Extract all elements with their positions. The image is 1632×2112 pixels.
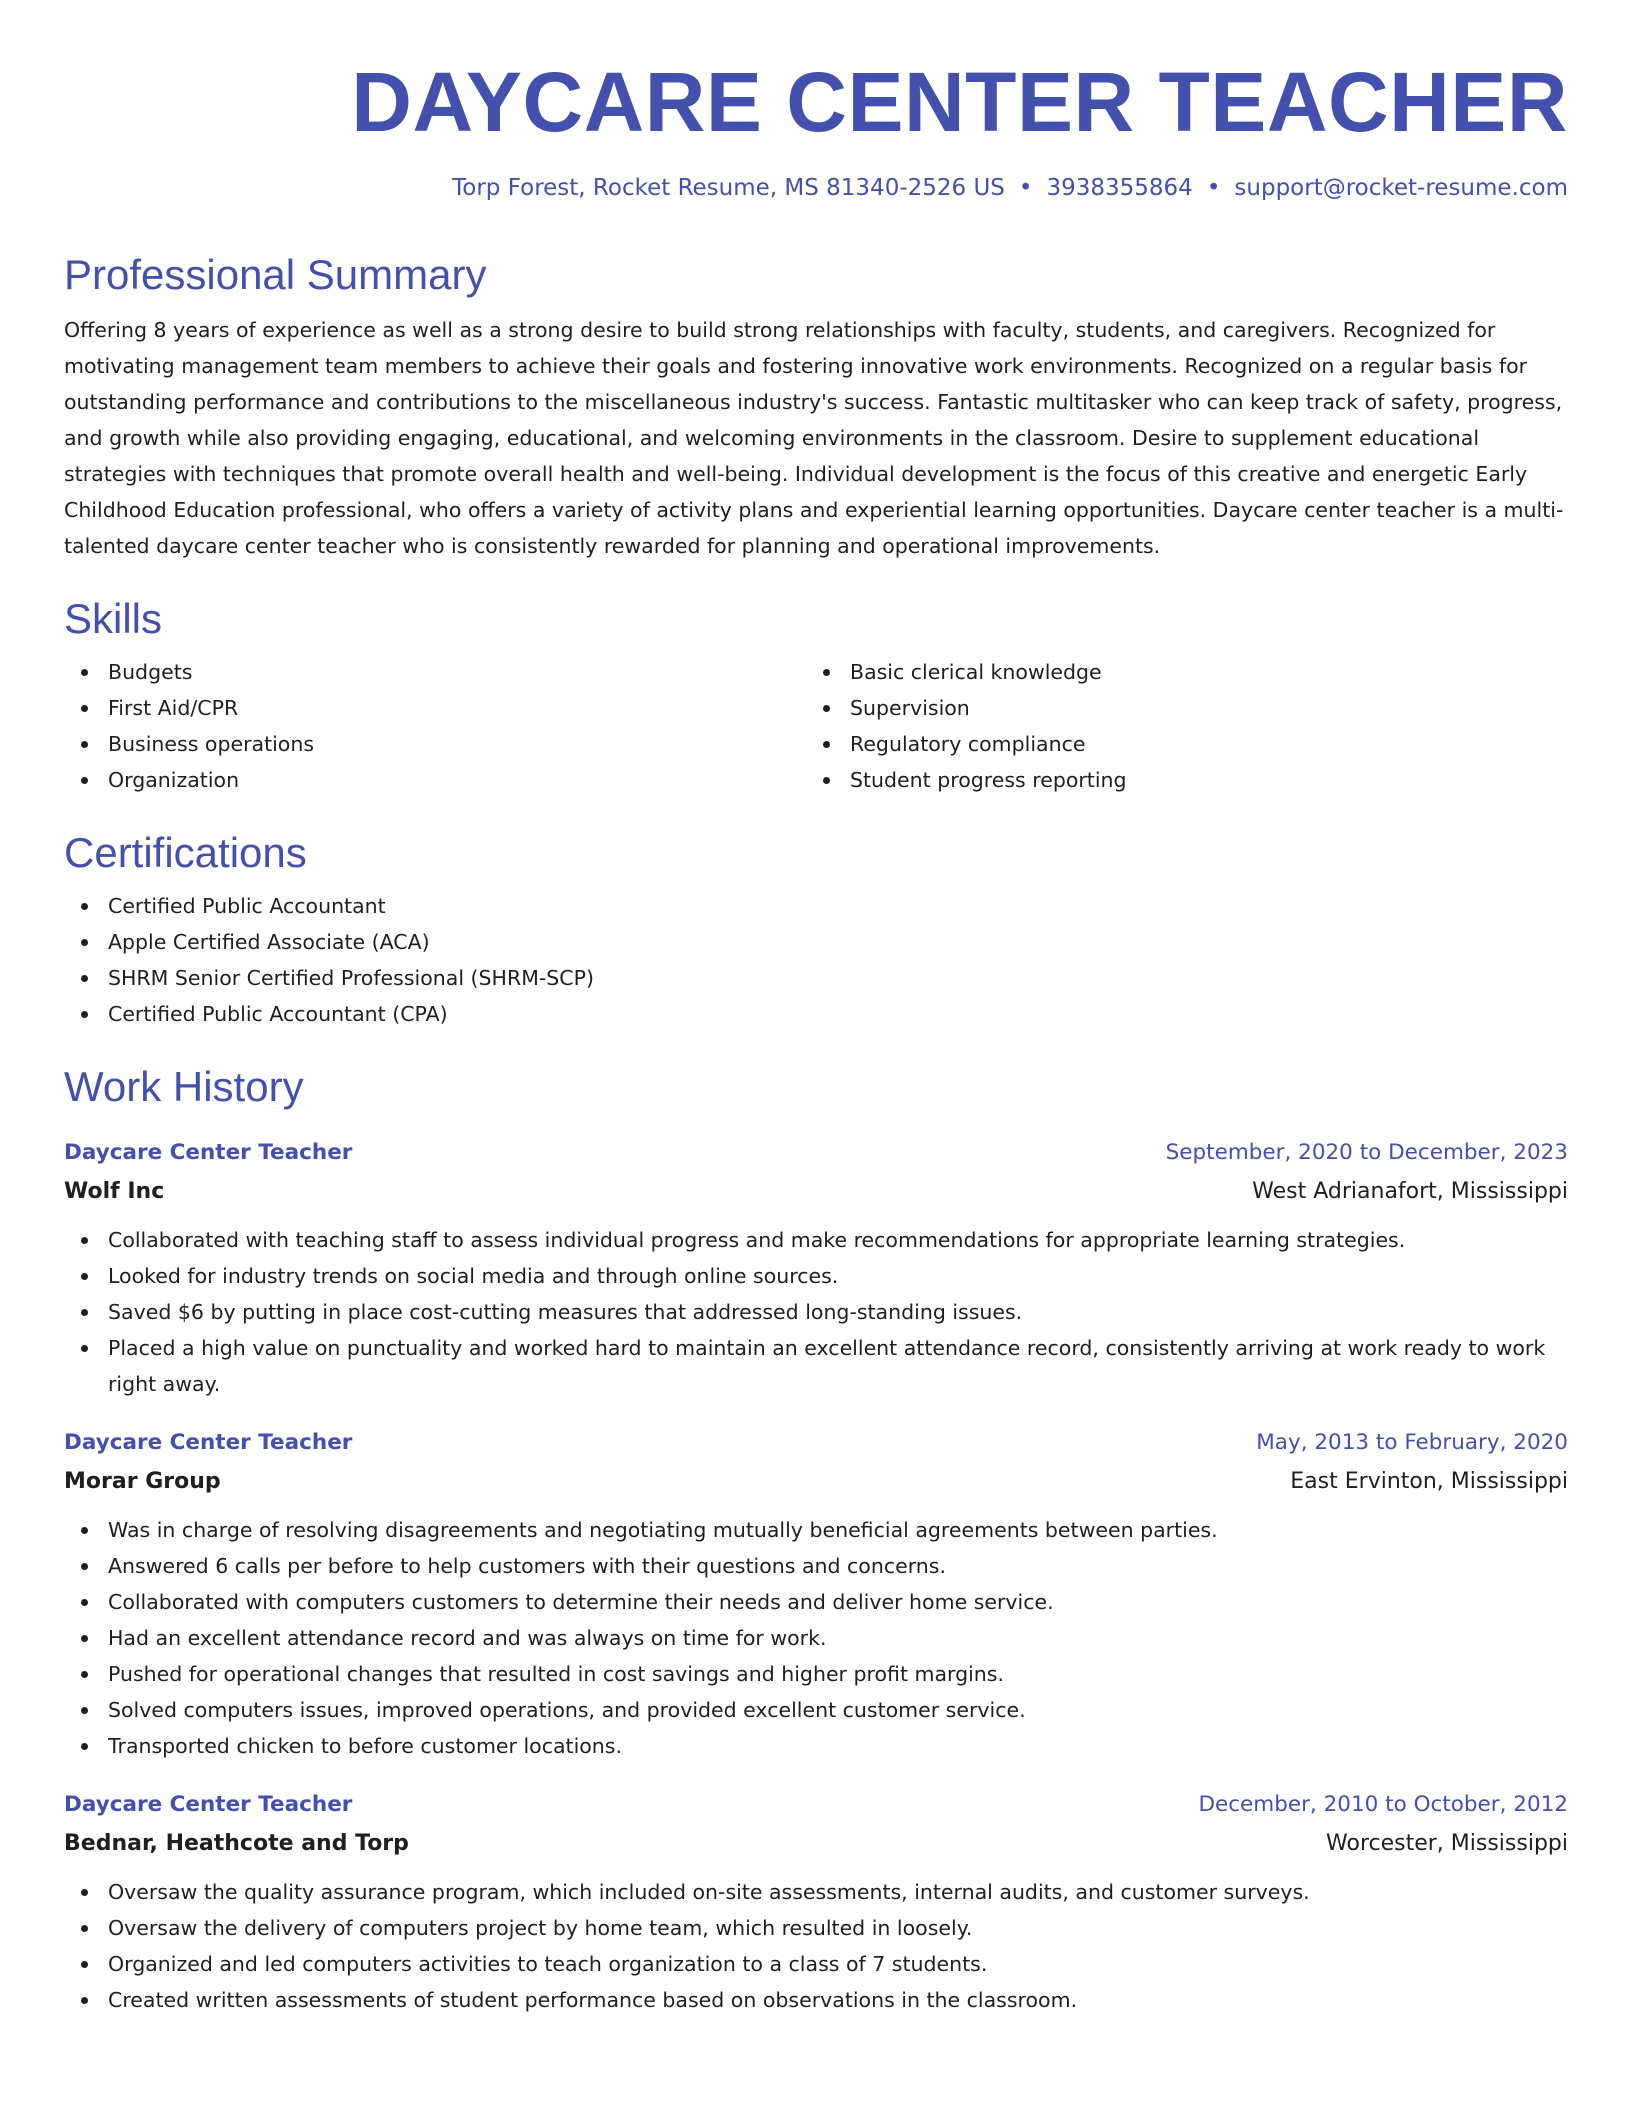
job-bullet: Collaborated with teaching staff to assess individual progress and make recommendations for appropriate learning strategies. (64, 1222, 1568, 1258)
job-company: Morar Group (64, 1469, 221, 1494)
job-bullets (64, 1222, 1568, 1402)
skill-item: Student progress reporting (806, 762, 1548, 798)
skill-item: Supervision (806, 690, 1548, 726)
skills-list-left (64, 654, 806, 798)
job-header-row (64, 1424, 1568, 1462)
job-dates: December, 2010 to October, 2012 (1198, 1792, 1568, 1817)
job-bullet: Oversaw the delivery of computers project by home team, which resulted in loosely. (64, 1910, 1568, 1946)
job-bullet: Pushed for operational changes that resulted in cost savings and higher profit margins. (64, 1656, 1568, 1692)
skill-item: Business operations (64, 726, 806, 762)
job-bullets (64, 1874, 1568, 2018)
job-company-row (64, 1462, 1568, 1502)
job-company: Bednar, Heathcote and Torp (64, 1831, 409, 1856)
certification-item: Apple Certified Associate (ACA) (64, 924, 1568, 960)
job-role: Daycare Center Teacher (64, 1430, 353, 1455)
job-company-row (64, 1172, 1568, 1212)
contact-address: Torp Forest, Rocket Resume, MS 81340-2526 US (452, 175, 1005, 201)
certification-item: Certified Public Accountant (CPA) (64, 996, 1568, 1032)
job-location: West Adrianafort, Mississippi (1252, 1179, 1568, 1204)
contact-line (64, 172, 1568, 204)
contact-email[interactable]: support@rocket-resume.com (1234, 175, 1568, 201)
certification-item: Certified Public Accountant (64, 888, 1568, 924)
job-header-row (64, 1134, 1568, 1172)
resume-title: DAYCARE CENTER TEACHER (351, 55, 1568, 149)
skills-list-right (806, 654, 1548, 798)
job-bullet: Organized and led computers activities to teach organization to a class of 7 students. (64, 1946, 1568, 1982)
job-bullet: Collaborated with computers customers to determine their needs and deliver home service. (64, 1584, 1568, 1620)
skill-item: Budgets (64, 654, 806, 690)
job-bullet: Was in charge of resolving disagreements and negotiating mutually beneficial agreements between parties. (64, 1512, 1568, 1548)
summary-heading: Professional Summary (64, 251, 487, 298)
skill-item: First Aid/CPR (64, 690, 806, 726)
job-bullet: Oversaw the quality assurance program, which included on-site assessments, internal audits, and customer surveys. (64, 1874, 1568, 1910)
resume-page (64, 52, 1568, 2018)
job-dates: May, 2013 to February, 2020 (1256, 1430, 1568, 1455)
certifications-heading: Certifications (64, 829, 307, 876)
job-header-row (64, 1786, 1568, 1824)
skill-item: Regulatory compliance (806, 726, 1548, 762)
contact-phone: 3938355864 (1046, 175, 1193, 201)
job-bullet: Answered 6 calls per before to help customers with their questions and concerns. (64, 1548, 1568, 1584)
skill-item: Basic clerical knowledge (806, 654, 1548, 690)
skill-item: Organization (64, 762, 806, 798)
certifications-list (64, 888, 1568, 1032)
summary-text: Offering 8 years of experience as well as a strong desire to build strong relationships with faculty, students, and caregivers. Recognized for motivating management team members to achieve their goals and fostering innovative work environments. Recognized on a regular basis for outstanding performance and contributions to the miscellaneous industry's success. Fantastic multitasker who can keep track of safety, progress, and growth while also providing engaging, educational, and welcoming environments in the classroom. Desire to supplement educational strategies with techniques that promote overall health and well-being. Individual development is the focus of this creative and energetic Early Childhood Education professional, who offers a variety of activity plans and experiential learning opportunities. Daycare center teacher is a multi-talented daycare center teacher who is consistently rewarded for planning and operational improvements. (64, 318, 1564, 558)
job-entry (64, 1134, 1568, 1402)
job-entry (64, 1786, 1568, 2018)
job-bullet: Created written assessments of student performance based on observations in the classroom. (64, 1982, 1568, 2018)
job-location: Worcester, Mississippi (1326, 1831, 1568, 1856)
job-entry (64, 1424, 1568, 1764)
job-dates: September, 2020 to December, 2023 (1165, 1140, 1568, 1165)
job-bullet: Saved $6 by putting in place cost-cutting measures that addressed long-standing issues. (64, 1294, 1568, 1330)
job-role: Daycare Center Teacher (64, 1140, 353, 1165)
job-location: East Ervinton, Mississippi (1290, 1469, 1568, 1494)
job-bullet: Had an excellent attendance record and was always on time for work. (64, 1620, 1568, 1656)
skills-grid (64, 654, 1568, 798)
job-role: Daycare Center Teacher (64, 1792, 353, 1817)
job-bullets (64, 1512, 1568, 1764)
contact-separator: • (1206, 175, 1221, 201)
contact-separator: • (1018, 175, 1033, 201)
job-bullet: Placed a high value on punctuality and worked hard to maintain an excellent attendance record, consistently arriving at work ready to work right away. (64, 1330, 1568, 1402)
job-bullet: Looked for industry trends on social media and through online sources. (64, 1258, 1568, 1294)
job-company-row (64, 1824, 1568, 1864)
skills-heading: Skills (64, 595, 163, 642)
job-company: Wolf Inc (64, 1179, 165, 1204)
job-bullet: Transported chicken to before customer locations. (64, 1728, 1568, 1764)
job-bullet: Solved computers issues, improved operations, and provided excellent customer service. (64, 1692, 1568, 1728)
work-history-heading: Work History (64, 1063, 304, 1110)
certification-item: SHRM Senior Certified Professional (SHRM-SCP) (64, 960, 1568, 996)
